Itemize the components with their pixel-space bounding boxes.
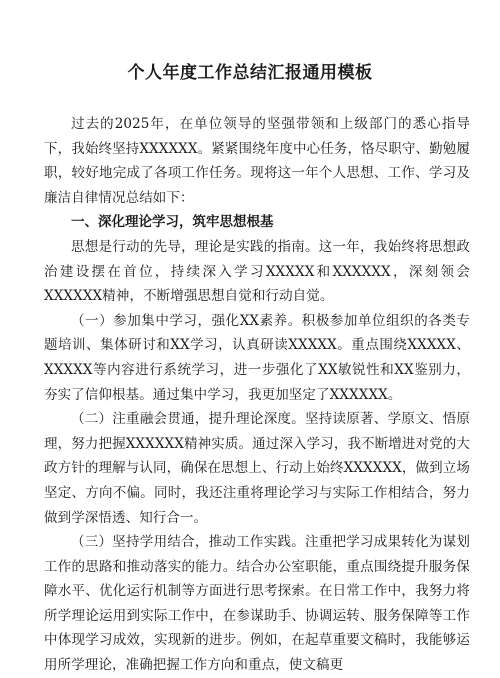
item-paragraph-3: （三）坚持学用结合，推动工作实践。注重把学习成果转化为谋划工作的思路和推动落实的能力。结合办公室职能，重点围绕提升服务保障水平、优化运行机制等方面进行思考探索。在日常工作中，我努力将所学理论运用到实际工作中，在参谋助手、协调运转、服务保障等工作中体现学习成效，实现新的进步。例如，在起草重要文稿时，我能够运用所学理论，准确把握工作方向和重点，使文稿更: [44, 534, 470, 674]
document-body: [44, 112, 470, 678]
section-paragraph: 思想是行动的先导，理论是实践的指南。这一年，我始终将思想政治建设摆在首位，持续深入学习XXXXX和XXXXXX，深刻领会XXXXXX精神，不断增强思想自觉和行动自觉。: [44, 238, 470, 305]
intro-paragraph: 过去的2025年，在单位领导的坚强带领和上级部门的悉心指导下，我始终坚持XXXXXX。紧紧围绕年度中心任务，恪尽职守、勤勉履职，较好地完成了各项工作任务。现将这一年个人思想、工作、学习及廉洁自律情况总结如下：: [44, 116, 470, 206]
section-heading: 一、深化理论学习，筑牢思想根基: [71, 214, 274, 231]
document-title: 个人年度工作总结汇报通用模板: [127, 63, 373, 83]
item-paragraph-2: （二）注重融会贯通，提升理论深度。坚持读原著、学原文、悟原理，努力把握XXXXXX精神实质。通过深入学习，我不断增进对党的大政方针的理解与认同，确保在思想上、行动上始终XXXXXX，做到立场坚定、方向不偏。同时，我还注重将理论学习与实际工作相结合，努力做到学深悟透、知行合一。: [44, 411, 470, 526]
item-paragraph-1: （一）参加集中学习，强化XX素养。积极参加单位组织的各类专题培训、集体研讨和XX学习，认真研读XXXXX。重点围绕XXXXX、XXXXX等内容进行系统学习，进一步强化了XX敏锐性和XX鉴别力，夯实了信仰根基。通过集中学习，我更加坚定了XXXXXX。: [44, 312, 470, 403]
